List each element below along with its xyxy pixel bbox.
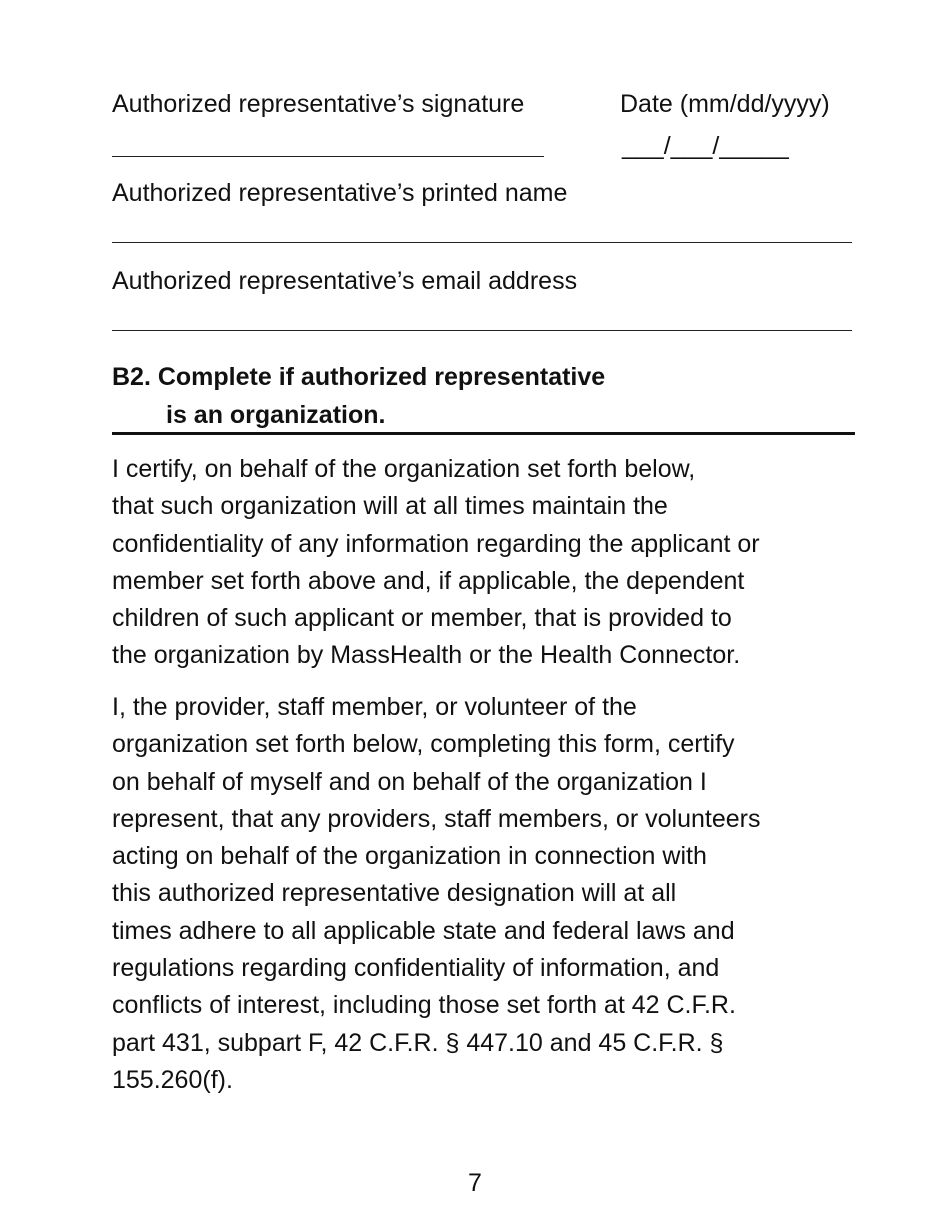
paragraph-line: regulations regarding confidentiality of information, and: [112, 954, 720, 983]
paragraph-line: conflicts of interest, including those set forth at 42 C.F.R.: [112, 991, 736, 1020]
printed-name-label: Authorized representative’s printed name: [112, 179, 568, 207]
section-b2-heading-line2: is an organization.: [166, 401, 386, 429]
paragraph-line: confidentiality of any information regarding the applicant or: [112, 529, 760, 558]
paragraph-line: acting on behalf of the organization in connection with: [112, 842, 707, 871]
signature-label: Authorized representative’s signature: [112, 90, 525, 118]
date-field[interactable]: ___/___/_____: [622, 132, 789, 160]
page-number: 7: [468, 1169, 482, 1197]
paragraph-line: this authorized representative designation will at all: [112, 879, 677, 908]
signature-field[interactable]: [112, 156, 544, 157]
printed-name-field[interactable]: [112, 242, 852, 243]
paragraph-line: organization set forth below, completing this form, certify: [112, 730, 735, 759]
paragraph-line: I, the provider, staff member, or volunteer of the: [112, 693, 637, 721]
signature-date-row: [112, 88, 856, 168]
paragraph-line: part 431, subpart F, 42 C.F.R. § 447.10 and 45 C.F.R. §: [112, 1028, 724, 1057]
paragraph-line: represent, that any providers, staff members, or volunteers: [112, 804, 761, 833]
paragraph-line: member set forth above and, if applicable, the dependent: [112, 566, 745, 595]
certification-paragraph-2: [112, 689, 857, 1099]
paragraph-line: I certify, on behalf of the organization set forth below,: [112, 455, 696, 483]
paragraph-line: children of such applicant or member, that is provided to: [112, 604, 732, 633]
paragraph-line: the organization by MassHealth or the Health Connector.: [112, 641, 741, 670]
section-b2-heading: [112, 358, 855, 434]
paragraph-line: on behalf of myself and on behalf of the organization I: [112, 767, 707, 796]
email-field[interactable]: [112, 330, 852, 331]
certification-paragraph-1: [112, 451, 857, 675]
date-label: Date (mm/dd/yyyy): [620, 90, 830, 118]
paragraph-line: that such organization will at all times maintain the: [112, 492, 668, 521]
paragraph-line: times adhere to all applicable state and federal laws and: [112, 916, 735, 945]
section-divider: [112, 432, 855, 435]
paragraph-line: 155.260(f).: [112, 1065, 233, 1094]
email-label: Authorized representative’s email address: [112, 267, 578, 295]
section-b2-heading-line1: B2. Complete if authorized representative: [112, 363, 606, 391]
